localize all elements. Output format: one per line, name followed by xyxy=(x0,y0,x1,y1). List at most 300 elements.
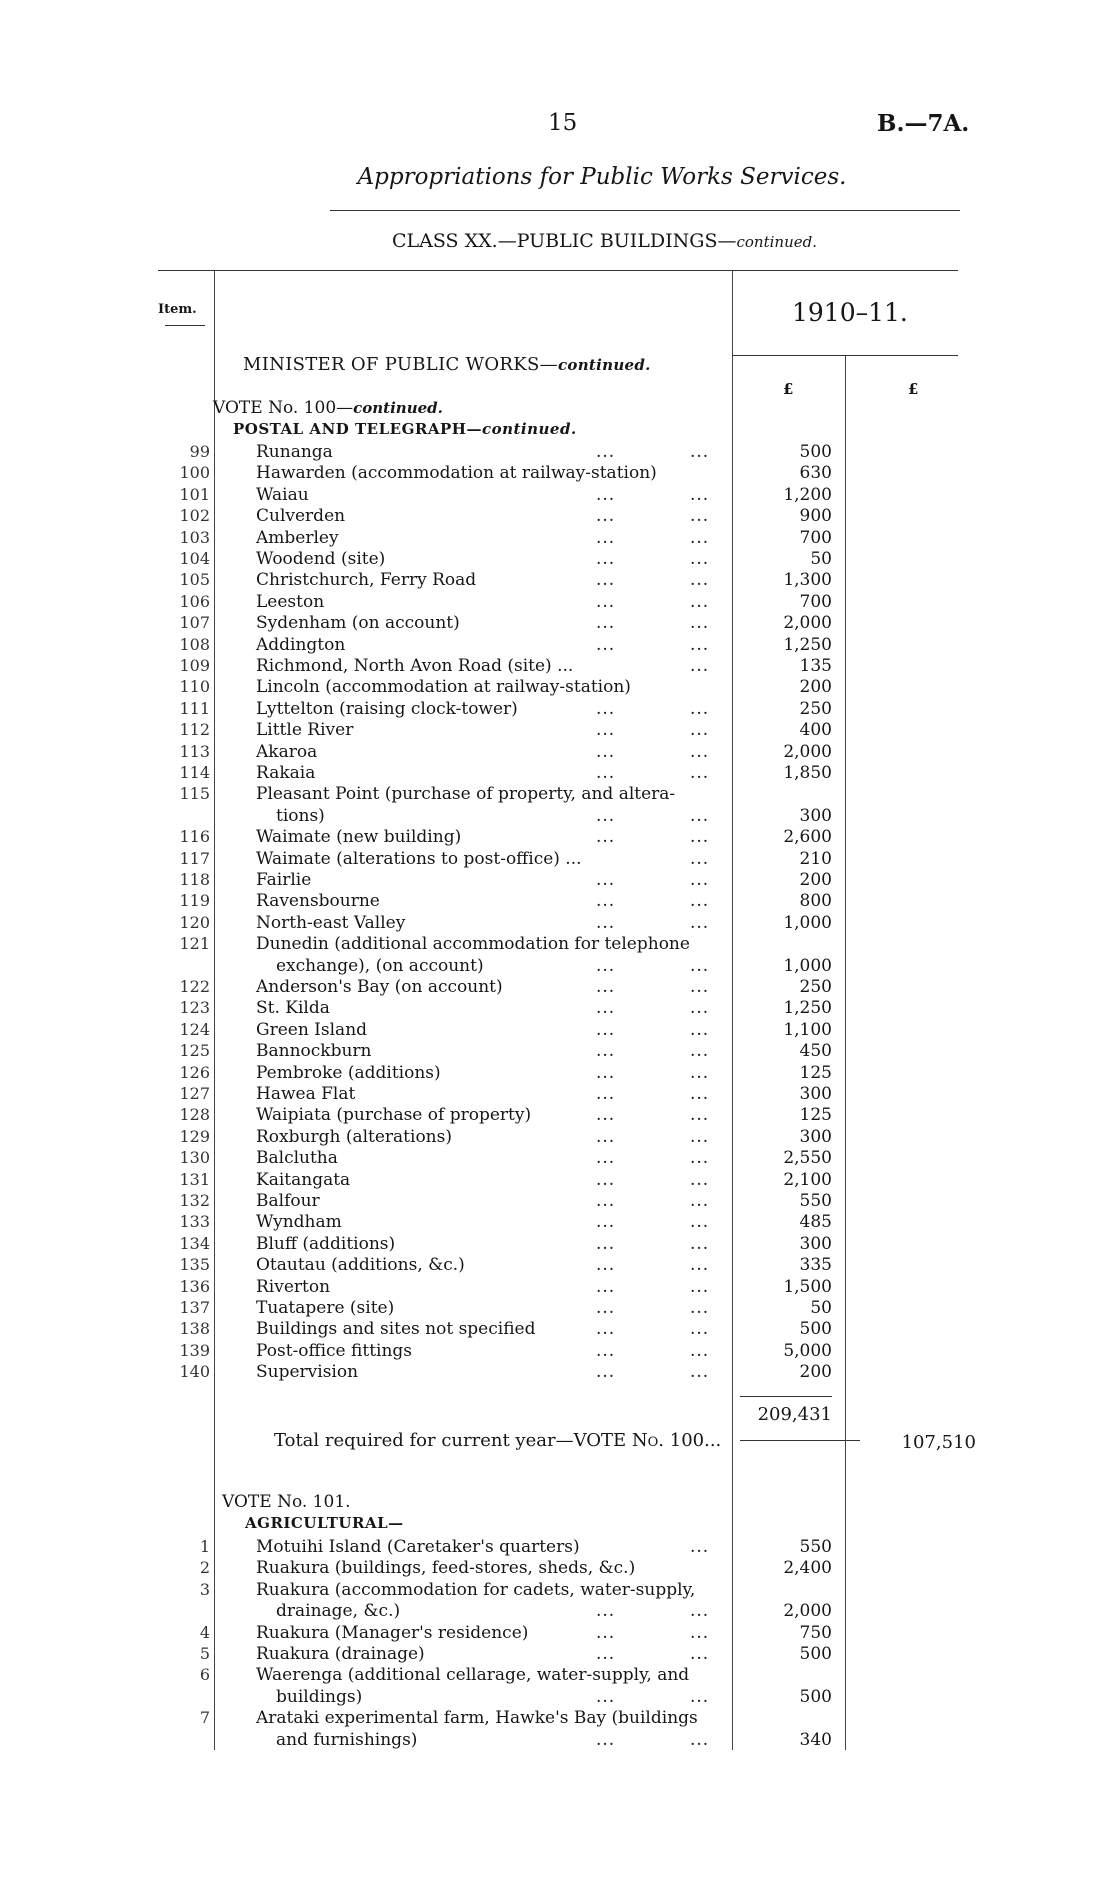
leader-dots: ... xyxy=(596,1340,616,1361)
leader-dots: ... xyxy=(690,1537,710,1557)
item-description: Ravensbourne xyxy=(256,891,380,912)
item-amount: 300 xyxy=(799,1233,832,1254)
item-description: Buildings and sites not specified xyxy=(256,1319,536,1340)
item-description: Ruakura (buildings, feed-stores, sheds, &c.) xyxy=(256,1558,636,1579)
item-number: 99 xyxy=(189,442,210,461)
item-description: Tuatapere (site) xyxy=(256,1298,395,1318)
table-row xyxy=(0,1211,1114,1233)
item-description: Culverden xyxy=(256,506,346,527)
vote-100-total-label xyxy=(274,1430,721,1451)
item-amount: 750 xyxy=(799,1622,832,1643)
item-description: Supervision xyxy=(256,1362,359,1383)
leader-dots: ... xyxy=(690,741,710,762)
leader-dots: ... xyxy=(690,1644,710,1664)
year-header: 1910–11. xyxy=(792,298,908,327)
leader-dots: ... xyxy=(690,1212,710,1233)
item-amount: 125 xyxy=(799,1062,832,1083)
leader-dots: ... xyxy=(596,912,616,933)
class-title xyxy=(0,230,1114,252)
table-row xyxy=(0,1040,1114,1062)
item-amount: 335 xyxy=(799,1255,832,1276)
item-number: 128 xyxy=(179,1105,210,1125)
table-row xyxy=(0,1169,1114,1191)
table-row xyxy=(0,1318,1114,1340)
item-description: Bluff (additions) xyxy=(256,1233,396,1254)
table-row xyxy=(0,805,1114,827)
document-code: B.—7A. xyxy=(877,110,970,137)
item-number: 134 xyxy=(179,1233,210,1253)
table-row xyxy=(0,1557,1114,1579)
item-number: 109 xyxy=(179,656,210,675)
item-number: 140 xyxy=(179,1362,210,1382)
leader-dots: ... xyxy=(596,720,616,741)
item-number: 118 xyxy=(179,870,210,889)
item-number: 114 xyxy=(179,763,210,782)
leader-dots: ... xyxy=(690,613,710,634)
item-header-rule xyxy=(165,325,205,326)
leader-dots: ... xyxy=(596,1686,616,1707)
leader-dots: ... xyxy=(690,1126,710,1147)
leader-dots: ... xyxy=(596,1062,616,1083)
vote-100-total: 107,510 xyxy=(901,1432,976,1453)
item-number: 122 xyxy=(179,977,210,996)
leader-dots: ... xyxy=(596,1191,616,1211)
leader-dots: ... xyxy=(596,1644,616,1664)
leader-dots: ... xyxy=(596,1233,616,1254)
item-amount: 400 xyxy=(799,720,832,741)
item-number: 106 xyxy=(179,591,210,611)
item-description: Amberley xyxy=(256,527,339,548)
leader-dots: ... xyxy=(596,1622,616,1643)
item-description: Little River xyxy=(256,720,354,741)
table-row xyxy=(0,933,1114,955)
item-description: and furnishings) xyxy=(276,1729,418,1750)
table-row xyxy=(0,1686,1114,1708)
item-amount: 500 xyxy=(799,1319,832,1340)
leader-dots: ... xyxy=(596,827,616,848)
leader-dots: ... xyxy=(596,870,616,890)
leader-dots: ... xyxy=(690,506,710,527)
item-number: 119 xyxy=(179,891,210,911)
table-row xyxy=(0,1664,1114,1686)
item-description: Runanga xyxy=(256,442,333,462)
leader-dots: ... xyxy=(690,1729,710,1750)
postal-subheading xyxy=(233,420,577,438)
item-amount: 1,500 xyxy=(783,1276,832,1297)
item-number: 136 xyxy=(179,1276,210,1296)
leader-dots: ... xyxy=(596,1041,616,1062)
item-amount: 250 xyxy=(799,698,832,719)
item-description: Bannockburn xyxy=(256,1041,372,1062)
item-number: 135 xyxy=(179,1255,210,1275)
leader-dots: ... xyxy=(690,1233,710,1254)
item-amount: 300 xyxy=(799,805,832,826)
leader-dots: ... xyxy=(690,977,710,997)
item-amount: 2,000 xyxy=(783,741,832,762)
table-row xyxy=(0,569,1114,591)
leader-dots: ... xyxy=(690,955,710,976)
table-row xyxy=(0,505,1114,527)
item-description: drainage, &c.) xyxy=(276,1601,401,1622)
vote-100-heading-main: VOTE No. 100— xyxy=(213,398,354,418)
leader-dots: ... xyxy=(690,549,710,569)
leader-dots: ... xyxy=(690,1148,710,1169)
item-description: Lyttelton (raising clock-tower) xyxy=(256,698,518,719)
leader-dots: ... xyxy=(690,1191,710,1211)
item-description: Wyndham xyxy=(256,1212,342,1233)
table-row xyxy=(0,1190,1114,1212)
leader-dots: ... xyxy=(690,1019,710,1040)
page-number: 15 xyxy=(548,110,578,136)
item-description: Lincoln (accommodation at railway-station) xyxy=(256,677,631,698)
table-row xyxy=(0,848,1114,870)
table-row xyxy=(0,741,1114,763)
leader-dots: ... xyxy=(596,741,616,762)
item-number: 133 xyxy=(179,1212,210,1232)
table-row xyxy=(0,441,1114,463)
item-amount: 1,850 xyxy=(783,763,832,783)
leader-dots: ... xyxy=(690,442,710,462)
item-number: 111 xyxy=(179,698,210,718)
item-description: exchange), (on account) xyxy=(276,955,484,976)
item-amount: 1,100 xyxy=(783,1019,832,1040)
item-number: 110 xyxy=(179,677,210,697)
item-amount: 630 xyxy=(799,463,832,484)
leader-dots: ... xyxy=(596,998,616,1019)
item-number: 126 xyxy=(179,1062,210,1082)
item-description: Fairlie xyxy=(256,870,312,890)
leader-dots: ... xyxy=(596,955,616,976)
leader-dots: ... xyxy=(596,442,616,462)
item-amount: 1,200 xyxy=(783,484,832,505)
item-amount: 200 xyxy=(799,870,832,890)
item-amount: 1,000 xyxy=(783,912,832,933)
leader-dots: ... xyxy=(690,1084,710,1104)
item-amount: 250 xyxy=(799,977,832,997)
item-description: Balclutha xyxy=(256,1148,338,1169)
item-number: 131 xyxy=(179,1169,210,1189)
item-description: Rakaia xyxy=(256,763,316,783)
item-number: 105 xyxy=(179,570,210,590)
item-description: Roxburgh (alterations) xyxy=(256,1126,452,1147)
item-description: Waimate (alterations to post-office) ... xyxy=(256,848,582,869)
table-row xyxy=(0,1297,1114,1319)
item-description: Motuihi Island (Caretaker's quarters) xyxy=(256,1537,580,1557)
minister-heading-main: MINISTER OF PUBLIC WORKS— xyxy=(243,354,558,375)
item-description: Woodend (site) xyxy=(256,549,386,569)
table-row xyxy=(0,1233,1114,1255)
item-number: 125 xyxy=(179,1041,210,1061)
item-description: buildings) xyxy=(276,1686,363,1707)
leader-dots: ... xyxy=(690,998,710,1019)
vote-100-heading-continued: continued. xyxy=(353,399,443,417)
leader-dots: ... xyxy=(690,1601,710,1622)
table-row xyxy=(0,1729,1114,1751)
table-row xyxy=(0,612,1114,634)
item-description: Kaitangata xyxy=(256,1169,351,1190)
item-number: 124 xyxy=(179,1019,210,1039)
table-row xyxy=(0,1340,1114,1362)
item-column-header: Item. xyxy=(158,302,197,317)
leader-dots: ... xyxy=(690,484,710,505)
item-description: Waerenga (additional cellarage, water-supply, and xyxy=(256,1665,690,1686)
leader-dots: ... xyxy=(690,891,710,912)
leader-dots: ... xyxy=(596,1212,616,1233)
item-number: 112 xyxy=(179,720,210,740)
item-number: 3 xyxy=(199,1579,210,1599)
page-title: Appropriations for Public Works Services. xyxy=(357,164,847,190)
table-row xyxy=(0,890,1114,912)
item-amount: 1,250 xyxy=(783,634,832,655)
table-row xyxy=(0,1622,1114,1644)
leader-dots: ... xyxy=(596,1105,616,1126)
table-row xyxy=(0,1579,1114,1601)
item-amount: 1,300 xyxy=(783,570,832,591)
currency-label-2: £ xyxy=(908,380,919,398)
item-description: Anderson's Bay (on account) xyxy=(256,977,503,997)
item-description: Balfour xyxy=(256,1191,320,1211)
item-amount: 700 xyxy=(799,591,832,612)
item-number: 138 xyxy=(179,1319,210,1339)
leader-dots: ... xyxy=(690,634,710,655)
leader-dots: ... xyxy=(596,698,616,719)
table-row xyxy=(0,634,1114,656)
item-number: 127 xyxy=(179,1084,210,1103)
leader-dots: ... xyxy=(596,484,616,505)
item-amount: 500 xyxy=(799,1686,832,1707)
leader-dots: ... xyxy=(690,527,710,548)
table-row xyxy=(0,1707,1114,1729)
table-row xyxy=(0,1276,1114,1298)
item-number: 100 xyxy=(179,463,210,483)
leader-dots: ... xyxy=(690,805,710,826)
leader-dots: ... xyxy=(690,1276,710,1297)
leader-dots: ... xyxy=(690,591,710,612)
item-description: North-east Valley xyxy=(256,912,406,933)
item-number: 129 xyxy=(179,1126,210,1146)
leader-dots: ... xyxy=(690,1622,710,1643)
table-row xyxy=(0,997,1114,1019)
table-row xyxy=(0,869,1114,891)
item-description: Green Island xyxy=(256,1019,368,1040)
item-amount: 125 xyxy=(799,1105,832,1126)
item-description: Waipiata (purchase of property) xyxy=(256,1105,532,1126)
leader-dots: ... xyxy=(596,506,616,527)
item-number: 121 xyxy=(179,934,210,954)
subtotal-rule xyxy=(740,1396,832,1397)
leader-dots: ... xyxy=(690,763,710,783)
item-number: 5 xyxy=(199,1644,210,1663)
item-number: 104 xyxy=(179,549,210,568)
item-amount: 135 xyxy=(799,656,832,676)
table-row xyxy=(0,1104,1114,1126)
item-description: Sydenham (on account) xyxy=(256,613,460,634)
leader-dots: ... xyxy=(690,848,710,869)
item-amount: 700 xyxy=(799,527,832,548)
item-number: 132 xyxy=(179,1191,210,1210)
table-row xyxy=(0,1600,1114,1622)
item-number: 116 xyxy=(179,827,210,847)
leader-dots: ... xyxy=(596,1169,616,1190)
item-description: Leeston xyxy=(256,591,325,612)
leader-dots: ... xyxy=(690,720,710,741)
item-number: 108 xyxy=(179,634,210,654)
item-amount: 2,550 xyxy=(783,1148,832,1169)
table-row xyxy=(0,548,1114,570)
item-description: Dunedin (additional accommodation for telephone xyxy=(256,934,690,955)
table-row xyxy=(0,527,1114,549)
table-row xyxy=(0,1643,1114,1665)
table-row xyxy=(0,591,1114,613)
item-amount: 200 xyxy=(799,1362,832,1383)
item-amount: 1,250 xyxy=(783,998,832,1019)
leader-dots: ... xyxy=(690,698,710,719)
item-number: 117 xyxy=(179,848,210,868)
leader-dots: ... xyxy=(690,656,710,676)
title-rule xyxy=(330,210,960,211)
item-number: 107 xyxy=(179,613,210,633)
item-number: 7 xyxy=(199,1708,210,1728)
item-amount: 340 xyxy=(799,1729,832,1750)
leader-dots: ... xyxy=(596,1319,616,1340)
leader-dots: ... xyxy=(690,1062,710,1083)
item-description: Hawarden (accommodation at railway-station) xyxy=(256,463,657,484)
table-row xyxy=(0,1536,1114,1558)
item-description: Ruakura (accommodation for cadets, water-supply, xyxy=(256,1579,696,1600)
item-amount: 550 xyxy=(799,1191,832,1211)
leader-dots: ... xyxy=(596,527,616,548)
leader-dots: ... xyxy=(596,1298,616,1318)
leader-dots: ... xyxy=(596,891,616,912)
vote-100-subtotal: 209,431 xyxy=(757,1404,832,1425)
item-description: Riverton xyxy=(256,1276,331,1297)
item-description: Pembroke (additions) xyxy=(256,1062,441,1083)
item-amount: 900 xyxy=(799,506,832,527)
item-number: 137 xyxy=(179,1298,210,1317)
leader-dots: ... xyxy=(690,1340,710,1361)
leader-dots: ... xyxy=(690,1319,710,1340)
postal-subheading-main: POSTAL AND TELEGRAPH— xyxy=(233,420,482,438)
leader-dots: ... xyxy=(596,1601,616,1622)
leader-dots: ... xyxy=(596,1276,616,1297)
leader-dots: ... xyxy=(596,1255,616,1276)
table-row xyxy=(0,719,1114,741)
leader-dots: ... xyxy=(690,1362,710,1383)
table-row xyxy=(0,826,1114,848)
vote-101-heading: VOTE No. 101. xyxy=(222,1492,351,1512)
leader-dots: ... xyxy=(596,549,616,569)
item-number: 113 xyxy=(179,741,210,761)
leader-dots: ... xyxy=(596,613,616,634)
minister-heading-continued: continued. xyxy=(557,356,651,374)
leader-dots: ... xyxy=(690,1105,710,1126)
item-number: 130 xyxy=(179,1148,210,1168)
leader-dots: ... xyxy=(690,1298,710,1318)
item-number: 123 xyxy=(179,998,210,1018)
table-row xyxy=(0,484,1114,506)
table-top-rule xyxy=(158,270,958,271)
item-description: tions) xyxy=(276,805,325,826)
item-amount: 500 xyxy=(799,442,832,462)
table-row xyxy=(0,783,1114,805)
leader-dots: ... xyxy=(596,1084,616,1104)
table-row xyxy=(0,698,1114,720)
item-amount: 50 xyxy=(810,1298,832,1318)
table-row xyxy=(0,955,1114,977)
leader-dots: ... xyxy=(596,1362,616,1383)
leader-dots: ... xyxy=(596,1729,616,1750)
item-description: Otautau (additions, &c.) xyxy=(256,1255,465,1276)
item-description: Addington xyxy=(256,634,346,655)
item-number: 101 xyxy=(179,484,210,504)
agricultural-subheading: AGRICULTURAL— xyxy=(245,1514,404,1532)
leader-dots: ... xyxy=(596,634,616,655)
table-row xyxy=(0,1062,1114,1084)
table-row xyxy=(0,912,1114,934)
leader-dots: ... xyxy=(690,912,710,933)
currency-label-1: £ xyxy=(783,380,794,398)
item-description: Arataki experimental farm, Hawke's Bay (buildings xyxy=(256,1708,698,1729)
item-amount: 1,000 xyxy=(783,955,832,976)
item-description: St. Kilda xyxy=(256,998,330,1019)
item-amount: 50 xyxy=(810,549,832,569)
total-rule xyxy=(740,1440,860,1441)
year-rule xyxy=(732,355,958,356)
item-description: Waimate (new building) xyxy=(256,827,462,848)
item-description: Christchurch, Ferry Road xyxy=(256,570,477,591)
table-row xyxy=(0,1254,1114,1276)
item-amount: 2,000 xyxy=(783,1601,832,1622)
total-label-prefix: Total required for current year— xyxy=(274,1430,574,1451)
leader-dots: ... xyxy=(690,870,710,890)
leader-dots: ... xyxy=(596,1019,616,1040)
item-description: Pleasant Point (purchase of property, and altera- xyxy=(256,784,676,805)
item-number: 139 xyxy=(179,1340,210,1360)
item-amount: 2,100 xyxy=(783,1169,832,1190)
item-amount: 300 xyxy=(799,1126,832,1147)
item-description: Hawea Flat xyxy=(256,1084,356,1104)
table-row xyxy=(0,655,1114,677)
leader-dots: ... xyxy=(690,1686,710,1707)
table-row xyxy=(0,676,1114,698)
class-title-continued: continued. xyxy=(736,233,817,251)
minister-heading xyxy=(243,354,651,375)
item-amount: 210 xyxy=(799,848,832,869)
item-amount: 800 xyxy=(799,891,832,912)
table-row xyxy=(0,1019,1114,1041)
item-amount: 500 xyxy=(799,1644,832,1664)
leader-dots: ... xyxy=(690,570,710,591)
leader-dots: ... xyxy=(690,1041,710,1062)
item-description: Ruakura (drainage) xyxy=(256,1644,425,1664)
leader-dots: ... xyxy=(690,1169,710,1190)
leader-dots: ... xyxy=(596,1148,616,1169)
item-number: 6 xyxy=(199,1665,210,1685)
item-number: 103 xyxy=(179,527,210,547)
item-amount: 2,400 xyxy=(783,1558,832,1579)
table-row xyxy=(0,1126,1114,1148)
item-amount: 5,000 xyxy=(783,1340,832,1361)
leader-dots: ... xyxy=(596,805,616,826)
item-number: 1 xyxy=(199,1537,210,1556)
item-description: Post-office fittings xyxy=(256,1340,413,1361)
class-title-main: CLASS XX.—PUBLIC BUILDINGS— xyxy=(392,230,737,252)
item-number: 120 xyxy=(179,912,210,932)
leader-dots: ... xyxy=(596,763,616,783)
postal-subheading-continued: continued. xyxy=(481,420,577,438)
leader-dots: ... xyxy=(690,1255,710,1276)
leader-dots: ... xyxy=(596,591,616,612)
